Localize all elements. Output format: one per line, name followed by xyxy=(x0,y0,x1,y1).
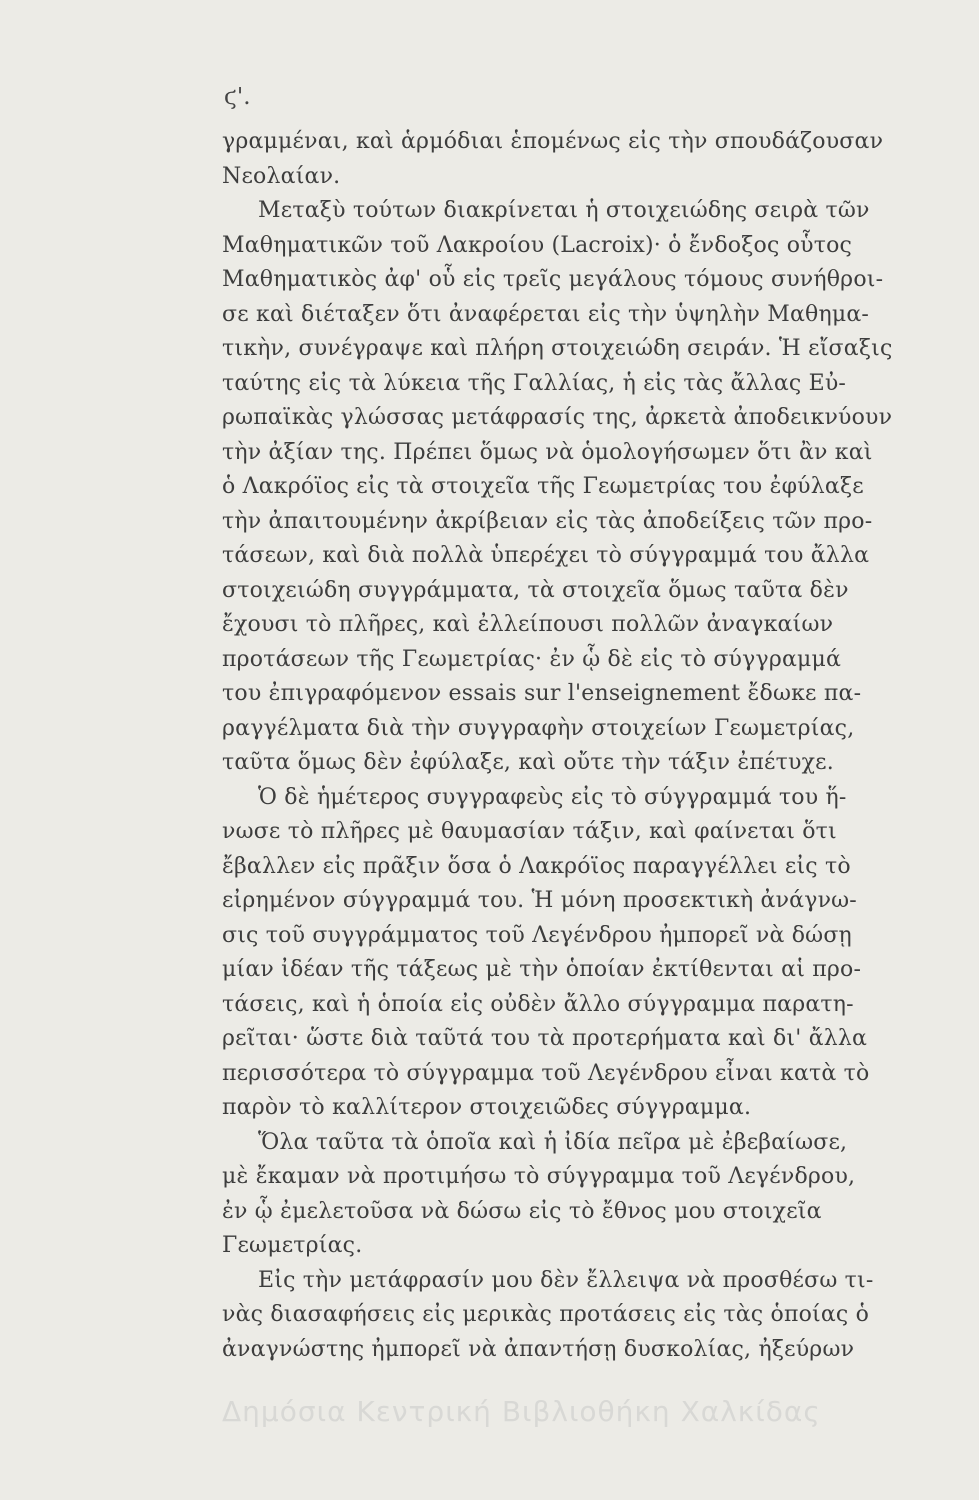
text-line: νὰς διασαφήσεις εἰς μερικὰς προτάσεις εἰς τὰς ὁποίας ὁ xyxy=(222,1302,870,1327)
text-line: ρεῖται· ὥστε διὰ ταῦτά του τὰ προτερήματα καὶ δι' ἄλλα xyxy=(222,1026,868,1051)
paragraph-start: Μεταξὺ τούτων διακρίνεται ἡ στοιχειώδης σειρὰ τῶν xyxy=(258,198,870,223)
text-line: ὁ Λακρόϊος εἰς τὰ στοιχεῖα τῆς Γεωμετρίας του ἐφύλαξε xyxy=(222,474,864,499)
text-line: Μαθηματικῶν τοῦ Λακροίου (Lacroix)· ὁ ἔνδοξος οὗτος xyxy=(222,232,853,258)
text-line: ἔβαλλεν εἰς πρᾶξιν ὅσα ὁ Λακρόϊος παραγγέλλει εἰς τὸ xyxy=(222,853,851,879)
library-watermark: Δημόσια Κεντρική Βιβλιοθήκη Χαλκίδας xyxy=(222,1395,821,1428)
paragraph-start: Ὅλα ταῦτα τὰ ὁποῖα καὶ ἡ ἰδία πεῖρα μὲ ἐβεβαίωσε, xyxy=(258,1129,848,1155)
text-line: ραγγέλματα διὰ τὴν συγγραφὴν στοιχείων Γεωμετρίας, xyxy=(222,715,855,741)
text-line: εἰρημένον σύγγραμμά του. Ἡ μόνη προσεκτικὴ ἀνάγνω- xyxy=(222,888,857,913)
text-line: ἀναγνώστης ἠμπορεῖ νὰ ἀπαντήσῃ δυσκολίας, ἠξεύρων xyxy=(222,1336,855,1362)
paragraph-start: Ὁ δὲ ἡμέτερος συγγραφεὺς εἰς τὸ σύγγραμμά του ἥ- xyxy=(258,784,847,810)
text-line: τικὴν, συνέγραψε καὶ πλήρη στοιχειώδη σειράν. Ἡ εἴσαξις xyxy=(222,336,893,361)
text-line: τὴν ἀπαιτουμένην ἀκρίβειαν εἰς τὰς ἀποδείξεις τῶν προ- xyxy=(222,508,873,534)
text-line: προτάσεων τῆς Γεωμετρίας· ἐν ᾧ δὲ εἰς τὸ σύγγραμμά xyxy=(222,646,842,672)
text-line: νωσε τὸ πλῆρες μὲ θαυμασίαν τάξιν, καὶ φαίνεται ὅτι xyxy=(222,819,837,844)
text-line: σε καὶ διέταξεν ὅτι ἀναφέρεται εἰς τὴν ὑψηλὴν Μαθημα- xyxy=(222,301,870,327)
body-text xyxy=(222,125,936,1367)
text-line: του ἐπιγραφόμενον essais sur l'enseignement ἔδωκε πα- xyxy=(222,681,862,706)
text-line: σις τοῦ συγγράμματος τοῦ Λεγένδρου ἠμπορεῖ νὰ δώσῃ xyxy=(222,922,852,948)
text-line: παρὸν τὸ καλλίτερον στοιχειῶδες σύγγραμμα. xyxy=(222,1095,752,1120)
text-line: περισσότερα τὸ σύγγραμμα τοῦ Λεγένδρου εἶναι κατὰ τὸ xyxy=(222,1060,870,1086)
text-line: γραμμέναι, καὶ ἁρμόδιαι ἑπομένως εἰς τὴν σπουδάζουσαν xyxy=(222,129,884,154)
text-line: στοιχειώδη συγγράμματα, τὰ στοιχεῖα ὅμως ταῦτα δὲν xyxy=(222,577,849,603)
text-line: τάσεων, καὶ διὰ πολλὰ ὑπερέχει τὸ σύγγραμμά του ἄλλα xyxy=(222,543,870,568)
text-line: ρωπαϊκὰς γλώσσας μετάφρασίς της, ἀρκετὰ ἀποδεικνύουν xyxy=(222,405,893,430)
text-line: μίαν ἰδέαν τῆς τάξεως μὲ τὴν ὁποίαν ἐκτίθενται αἱ προ- xyxy=(222,957,862,982)
text-line: τὴν ἀξίαν της. Πρέπει ὅμως νὰ ὁμολογήσωμεν ὅτι ἂν καὶ xyxy=(222,439,873,465)
text-line: ταύτης εἰς τὰ λύκεια τῆς Γαλλίας, ἡ εἰς τὰς ἄλλας Εὐ- xyxy=(222,370,847,396)
text-line: τάσεις, καὶ ἡ ὁποία εἰς οὐδὲν ἄλλο σύγγραμμα παρατη- xyxy=(222,991,854,1017)
text-line: Μαθηματικὸς ἀφ' οὗ εἰς τρεῖς μεγάλους τόμους συνήθροι- xyxy=(222,267,884,292)
text-line: ταῦτα ὅμως δὲν ἐφύλαξε, καὶ οὔτε τὴν τάξιν ἐπέτυχε. xyxy=(222,750,834,775)
text-line: ἔχουσι τὸ πλῆρες, καὶ ἐλλείπουσι πολλῶν ἀναγκαίων xyxy=(222,612,834,637)
text-line: Νεολαίαν. xyxy=(222,163,341,189)
paragraph-start: Εἰς τὴν μετάφρασίν μου δὲν ἔλλειψα νὰ προσθέσω τι- xyxy=(258,1267,874,1293)
text-line: ἐν ᾧ ἐμελετοῦσα νὰ δώσω εἰς τὸ ἔθνος μου στοιχεῖα xyxy=(222,1198,822,1224)
page-number: ϛ'. xyxy=(224,84,251,110)
text-line: Γεωμετρίας. xyxy=(222,1233,363,1258)
text-line: μὲ ἔκαμαν νὰ προτιμήσω τὸ σύγγραμμα τοῦ Λεγένδρου, xyxy=(222,1164,856,1189)
